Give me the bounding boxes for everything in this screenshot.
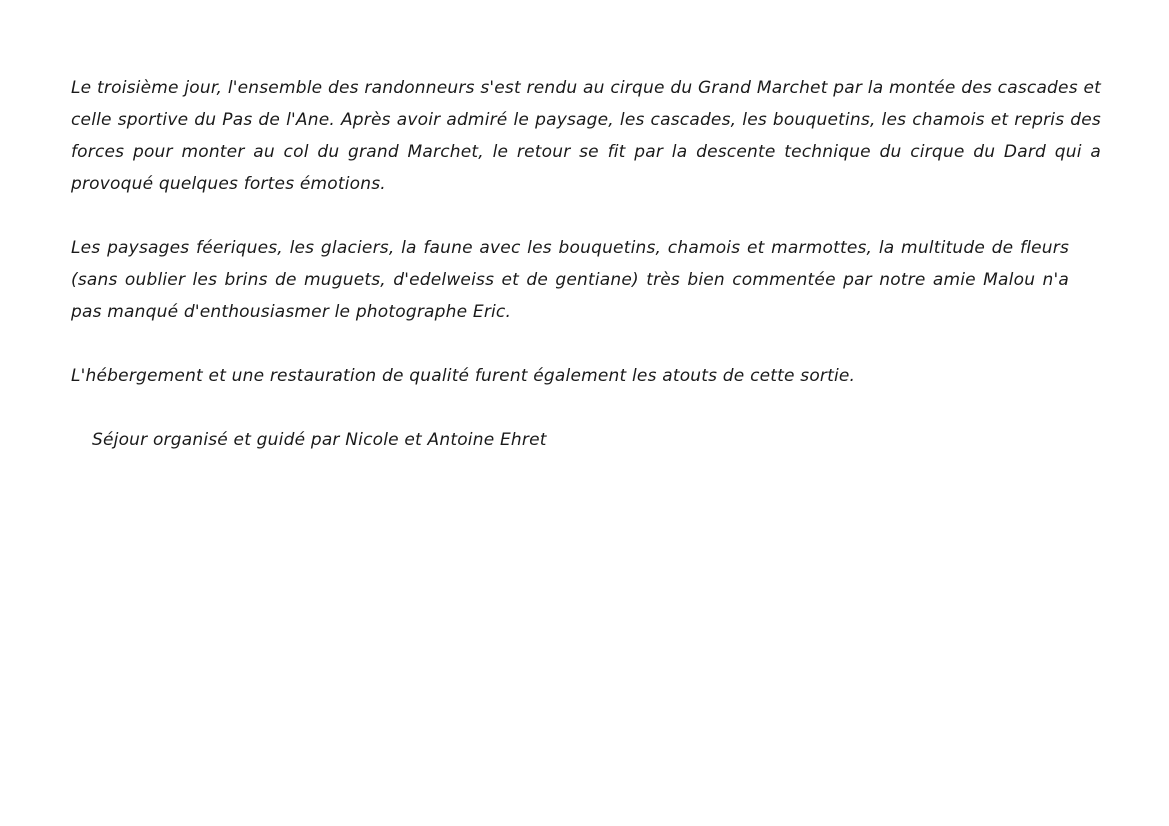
paragraph-third-day: Le troisième jour, l'ensemble des randonneurs s'est rendu au cirque du Grand Marchet par la montée des cascades et celle sportive du Pas de l'Ane. Après avoir admiré le paysage, les cascades, les bouquetins, les chamois et repris des forces pour monter au col du grand Marchet, le retour se fit par la descente technique du cirque du Dard qui a provoqué quelques fortes émotions. — [71, 78, 1101, 194]
paragraph-accommodation: L'hébergement et une restauration de qualité furent également les atouts de cette sortie. — [71, 366, 856, 386]
paragraph-landscapes: Les paysages féeriques, les glaciers, la faune avec les bouquetins, chamois et marmottes, la multitude de fleurs (sans oublier les brins de muguets, d'edelweiss et de gentiane) très bien commentée par notre amie Malou n'a pas manqué d'enthousiasmer le photographe Eric. — [71, 238, 1069, 322]
paragraph-organizers: Séjour organisé et guidé par Nicole et Antoine Ehret — [92, 430, 547, 450]
